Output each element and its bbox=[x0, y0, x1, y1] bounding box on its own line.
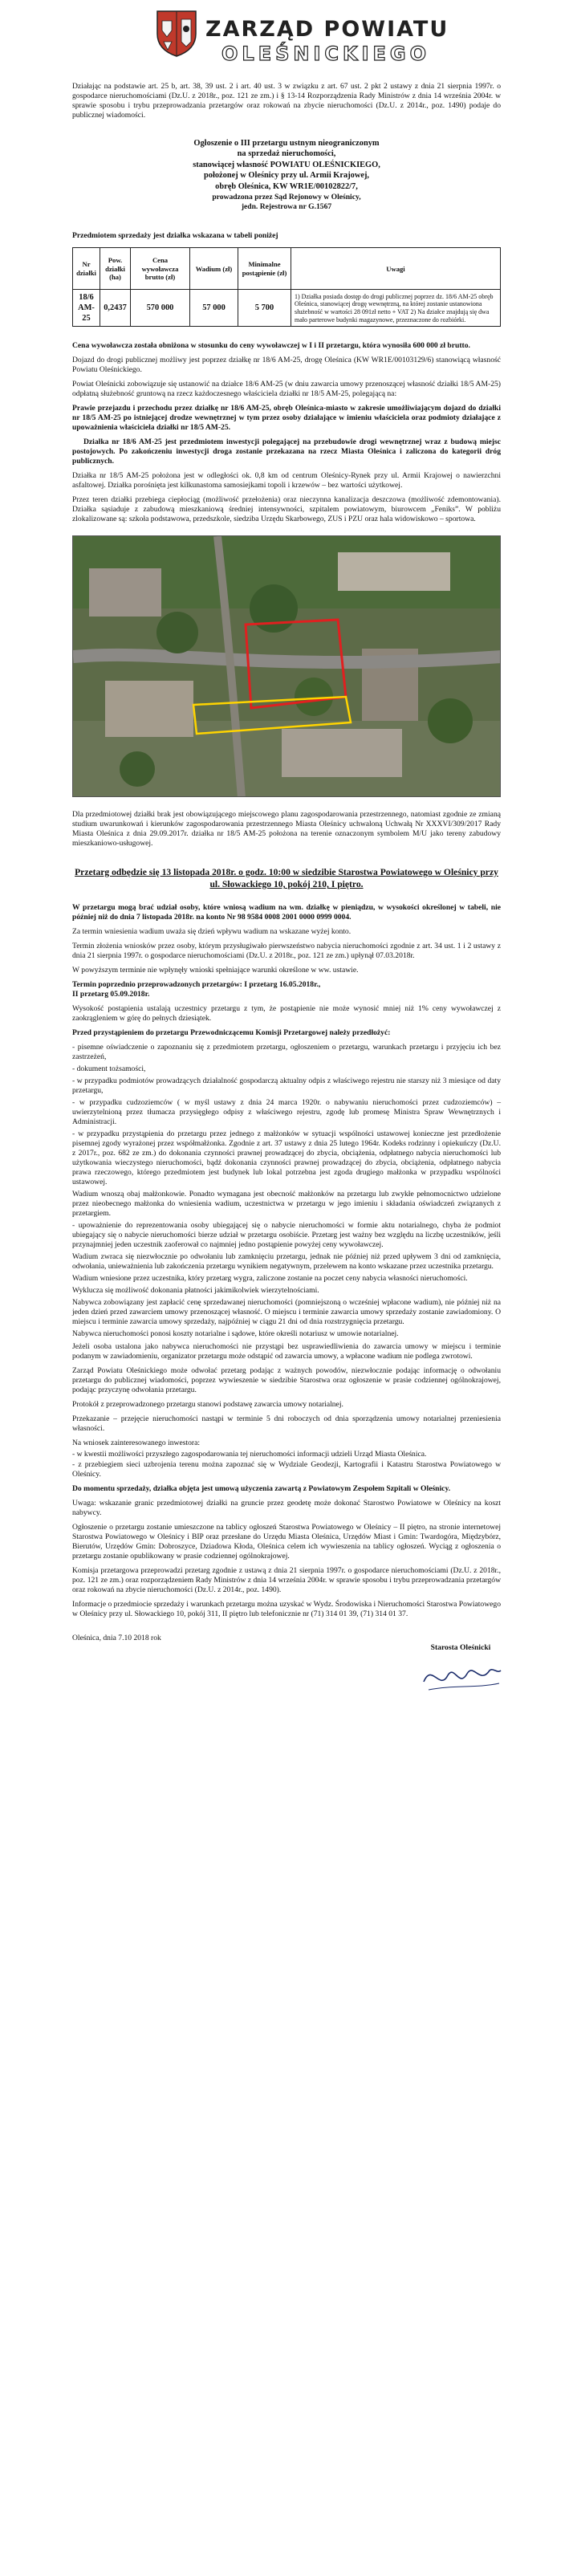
list-item: - pisemne oświadczenie o zapoznaniu się z przedmiotem przetargu, ogłoszeniem o przetargu, warunkach przetargu i przyjęciu ich bez zastrzeżeń, bbox=[72, 1043, 501, 1062]
inquiry-item: - z przebiegiem sieci uzbrojenia terenu można zapoznać się w Wydziale Geodezji, Kartografii i Katastru Starostwa Powiatowego w Oleśnicy. bbox=[72, 1460, 501, 1479]
place-and-date: Oleśnica, dnia 7.10 2018 rok bbox=[72, 1634, 161, 1643]
list-item: - upoważnienie do reprezentowania osoby ubiegającej się o nabycie nieruchomości w formie aktu notarialnego, chyba że podmiot ubiegający się o nabycie nieruchomości bierze udział w przetargu osobiście. Przetarg jest ważny bez względu na liczbę uczestników, jeśli przynajmniej jeden uczestnik zaoferował co najmniej jedno postąpienie powyżej ceny wywoławczej. bbox=[72, 1220, 501, 1249]
list-item: Wyklucza się możliwość dokonania płatności jakimikolwiek wierzytelnościami. bbox=[72, 1285, 319, 1295]
requirements-list bbox=[72, 1043, 501, 1339]
terrain-paragraph: Przez teren działki przebiega ciepłociąg (możliwość przełożenia) oraz nieczynna kanalizacja deszczowa (możliwość zdemontowania). Działka sąsiaduje z zabudową mieszkaniową średniej intensywności, szpitalem powiatowym, biurowcem „Feniks”. W pobliżu zlokalizowane są: szkoła podstawowa, przedszkole, siedziba Urzędu Skarbowego, ZUS i PZU oraz hala widowiskowo – sportowa. bbox=[72, 495, 501, 524]
list-item: - w przypadku cudzoziemców ( w myśl ustawy z dnia 24 marca 1920r. o nabywaniu nieruchomości przez cudzoziemców) – uwierzytelnioną przez tłumacza przysięgłego odpisy z właściwego rejestru, zgodę lub promesę Ministra Spraw Wewnętrznych i Administracji. bbox=[72, 1098, 501, 1126]
priority-paragraph: Termin złożenia wniosków przez osoby, którym przysługiwało pierwszeństwo nabycia nieruchomości zgodnie z art. 34 ust. 1 i 2 ustawy z dnia 21 sierpnia 1997r. o gospodarce nieruchomościami (Dz.U. z 2018r., poz. 121 ze zm.) upłynął 07.03.2018r. bbox=[72, 942, 501, 961]
logo-title-line2: OLEŚNICKIEGO bbox=[221, 43, 431, 65]
investment-paragraph: Działka nr 18/6 AM-25 jest przedmiotem inwestycji polegającej na przebudowie drogi wewnętrznej wraz z budową miejsc postojowych. Po zakończeniu inwestycji droga zostanie przekazana na rzecz Miasta Oleśnica i zaliczona do kategorii dróg publicznych. bbox=[72, 437, 501, 466]
list-item: Wadium wniesione przez uczestnika, który przetarg wygra, zaliczone zostanie na poczet ceny nabycia własności nieruchomości. bbox=[72, 1273, 468, 1283]
previous-auctions-line2: II przetarg 05.09.2018r. bbox=[72, 990, 150, 999]
announcement-title bbox=[72, 138, 501, 213]
aerial-photo-image bbox=[73, 536, 501, 797]
deposit-date-paragraph: Za termin wniesienia wadium uważa się dzień wpływu wadium na wskazane wyżej konto. bbox=[72, 927, 352, 937]
note-paragraph: Uwaga: wskazanie granic przedmiotowej działki na gruncie przez geodetę może dokonać Starostwo Powiatowe w Oleśnicy na koszt nabywcy. bbox=[72, 1499, 501, 1518]
list-item: - w przypadku przystąpienia do przetargu przez jednego z małżonków w sytuacji wspólności ustawowej konieczne jest przedłożenie pisemnej zgody wyrażonej przez współmałżonka. Zgodnie z art. 37 ustawy z dnia 25 lutego 1964r. Kodeks rodzinny i opiekuńczy (Dz.U. z 2017r., poz. 682 ze zm.) do dokonania czynności prawnej prowadzącej do zbycia, obciążenia, odpłatnego nabycia nieruchomości lub użytkowania wieczystego nieruchomości, bądź dokonania czynności prawnej prowadzącej do zbycia, obciążenia, odpłatnego nabycia prawa rzeczowego, którego przedmiotem jest budynek lub lokal potrzebna jest zgoda drugiego małżonka w przypadku wspólności ustawowej. bbox=[72, 1129, 501, 1186]
withdrawal-paragraph: Jeżeli osoba ustalona jako nabywca nieruchomości nie przystąpi bez usprawiedliwienia do zawarcia umowy w miejscu i terminie podanym w zawiadomieniu, organizator przetargu może odstąpić od zawarcia umowy, a wpłacone wadium nie podlega zwrotowi. bbox=[72, 1341, 501, 1361]
table-intro: Przedmiotem sprzedaży jest działka wskazana w tabeli poniżej bbox=[72, 231, 278, 241]
signatory-title: Starosta Oleśnicki bbox=[430, 1643, 491, 1653]
title-line: obręb Oleśnica, KW WR1E/00102822/7, bbox=[215, 182, 358, 191]
protocol-paragraph: Protokół z przeprowadzonego przetargu stanowi podstawę zawarcia umowy notarialnej. bbox=[72, 1399, 343, 1409]
column-header: Wadium (zł) bbox=[190, 248, 238, 290]
cancellation-paragraph: Zarząd Powiatu Oleśnickiego może odwołać przetarg podając z ważnych powodów, niezwłocznie podając informację o odwołaniu przetargu do publicznej wiadomości, poprzez wywieszenie w siedzibie Starostwa oraz ogłoszenie w prasie codziennej ogólnokrajowej, podając przyczynę odwołania przetargu. bbox=[72, 1365, 501, 1394]
deposit-paragraph: W przetargu mogą brać udział osoby, które wniosą wadium na wm. działkę w pieniądzu, w wysokości określonej w tabeli, nie później niż do dnia 7 listopada 2018r. na konto Nr 98 9584 0008 2001 0000 0999 0004. bbox=[72, 903, 501, 922]
cell-price: 570 000 bbox=[131, 290, 190, 327]
column-header: Nr działki bbox=[73, 248, 100, 290]
list-item: Wadium zwraca się niezwłocznie po odwołaniu lub zamknięciu przetargu, jednak nie później niż przed upływem 3 dni od zamknięcia, odwołania, unieważnienia lub zakończenia przetargu wynikiem negatywnym, przelewem na konto wskazane przez uczestnika przetargu. bbox=[72, 1251, 501, 1271]
handwritten-signature bbox=[412, 1653, 509, 1701]
aerial-photo bbox=[72, 535, 501, 797]
cell-deposit: 57 000 bbox=[190, 290, 238, 327]
list-item: - dokument tożsamości, bbox=[72, 1064, 146, 1074]
inquiry-heading: Na wniosek zainteresowanego inwestora: bbox=[72, 1438, 201, 1447]
commission-paragraph: Komisja przetargowa przeprowadzi przetarg zgodnie z ustawą z dnia 21 sierpnia 1997r. o gospodarce nieruchomościami (Dz.U. z 2018r., poz. 121 ze zm.) oraz rozporządzeniem Rady Ministrów z dnia 14 września 2004r. w sprawie sposobu i trybu przeprowadzania przetargów oraz rokowań na zbycie nieruchomości (Dz.U. z 2014r., poz. 1490). bbox=[72, 1566, 501, 1595]
cell-remarks: 1) Działka posiada dostęp do drogi publicznej poprzez dz. 18/6 AM-25 obręb Oleśnica, stanowiącej drogę wewnętrzną, na której zostanie ustanowiona służebność w wartości 28 091zł netto + VAT 2) Na działce znajdują się dwa mało parterowe budynki magazynowe, przeznaczone do rozbiórki. bbox=[291, 290, 501, 327]
contact-paragraph: Informacje o przedmiocie sprzedaży i warunkach przetargu można uzyskać w Wydz. Środowiska i Nieruchomości Starostwa Powiatowego w Oleśnicy przy ul. Słowackiego 10, pokój 311, II piętro lub telefonicznie nr (71) 314 01 39, (71) 314 01 37. bbox=[72, 1600, 502, 1619]
requirements-heading: Przed przystąpieniem do przetargu Przewodniczącemu Komisji Przetargowej należy przedłożyć: bbox=[72, 1028, 391, 1038]
title-line: stanowiącej własność POWIATU OLEŚNICKIEGO, bbox=[193, 160, 380, 169]
list-item: Wadium wnoszą obaj małżonkowie. Ponadto wymagana jest obecność małżonków na przetargu lub zwykłe pełnomocnictwo udzielone przez nieobecnego małżonka do wniesienia wadium, uczestnictwa w przetargu w jego imieniu i składania oświadczeń związanych z przetargiem. bbox=[72, 1189, 501, 1218]
zoning-paragraph: Dla przedmiotowej działki brak jest obowiązującego miejscowego planu zagospodarowania przestrzennego, natomiast zgodnie ze zmianą studium uwarunkowań i kierunków zagospodarowania przestrzennego Miasta Oleśnicy uchwaloną Uchwałą Nr XXXVI/309/2017 Rady Miasta Oleśnica z dnia 29.09.2017r. działka nr 18/5 AM-25 położona na terenie oznaczonym symbolem M/U jako tereny zabudowy mieszkaniowo-usługowej. bbox=[72, 810, 501, 848]
footer bbox=[72, 1634, 501, 1730]
cell-min-increment: 5 700 bbox=[238, 290, 291, 327]
title-line: na sprzedaż nieruchomości, bbox=[237, 149, 336, 159]
title-line: Ogłoszenie o III przetargu ustnym nieograniczonym bbox=[193, 138, 380, 148]
column-header: Cena wywoławcza brutto (zł) bbox=[131, 248, 190, 290]
logo-title-line1: ZARZĄD POWIATU bbox=[205, 17, 449, 42]
price-note: Cena wywoławcza została obniżona w stosunku do ceny wywoławczej w I i II przetargu, która wynosiła 600 000 zł brutto. bbox=[72, 341, 470, 351]
auction-date-heading: Przetarg odbędzie się 13 listopada 2018r. o godz. 10:00 w siedzibie Starostwa Powiatowego w Oleśnicy przy ul. Słowackiego 10, pokój 210, I piętro. bbox=[75, 867, 498, 890]
intro-paragraph: Działając na podstawie art. 25 b, art. 38, 39 ust. 2 i art. 40 ust. 3 w związku z art. 67 ust. 2 pkt 2 ustawy z dnia 21 sierpnia 1997r. o gospodarce nieruchomościami (Dz.U. z 2018r., poz. 121 ze zm.) i § 13-14 Rozporządzenia Rady Ministrów z dnia 14 września 2004r. w sprawie sposobu i trybu przeprowadzania przetargów oraz rokowań na zbycie nieruchomości (Dz.U. z 2014r., poz. 1490) podaje do publicznej wiadomości. bbox=[72, 82, 501, 120]
cell-parcel-number: 18/6 AM-25 bbox=[73, 290, 100, 327]
title-line: położonej w Oleśnicy przy ul. Armii Krajowej, bbox=[203, 171, 370, 181]
title-line: jedn. Rejestrowa nr G.1567 bbox=[241, 201, 332, 211]
inquiry-item: - w kwestii możliwości przyszłego zagospodarowania tej nieruchomości informacji udzieli Urząd Miasta Oleśnica. bbox=[72, 1449, 427, 1459]
easement-paragraph: Powiat Oleśnicki zobowiązuje się ustanowić na działce 18/6 AM-25 (w dniu zawarcia umowy przenoszącej własność działki 18/5 AM-25) odpłatną służebność gruntową na rzecz każdoczesnego właściciela działki nr 18/5 AM-25, polegającą na: bbox=[72, 380, 501, 399]
table-row bbox=[73, 290, 501, 327]
column-header: Minimalne postąpienie (zł) bbox=[238, 248, 291, 290]
title-line: prowadzona przez Sąd Rejonowy w Oleśnicy, bbox=[212, 192, 361, 201]
right-of-way-paragraph: Prawie przejazdu i przechodu przez działkę nr 18/6 AM-25, obręb Oleśnica-miasto w zakresie umożliwiającym dojazd do działki nr 18/5 AM-25 po istniejącej drodze wewnętrznej w tym przez osoby działające w imieniu właściciela oraz podmioty działające z upoważnienia właściciela działki nr 18/5 AM-25. bbox=[72, 404, 501, 433]
access-paragraph: Dojazd do drogi publicznej możliwy jest poprzez działkę nr 18/6 AM-25, drogę Oleśnica (KW WR1E/00103129/6) stanowiącą własność Powiatu Oleśnickiego. bbox=[72, 356, 501, 375]
cell-area: 0,2437 bbox=[100, 290, 131, 327]
list-item: Nabywca nieruchomości ponosi koszty notarialne i sądowe, które określi notariusz w umowie notarialnej. bbox=[72, 1329, 399, 1338]
increment-paragraph: Wysokość postąpienia ustalają uczestnicy przetargu z tym, że postąpienie nie może wynosić mniej niż 1% ceny wywoławczej z zaokrągleniem w górę do pełnych dziesiątek. bbox=[72, 1004, 501, 1023]
lending-paragraph: Do momentu sprzedaży, działka objęta jest umową użyczenia zawartą z Powiatowym Zespołem Szpitali w Oleśnicy. bbox=[72, 1484, 451, 1494]
column-header: Uwagi bbox=[291, 248, 501, 290]
list-item: - w przypadku podmiotów prowadzących działalność gospodarczą aktualny odpis z właściwego rejestru nie starszy niż 3 miesiące od daty przetargu, bbox=[72, 1076, 501, 1096]
signature-block bbox=[412, 1643, 509, 1723]
location-paragraph: Działka nr 18/5 AM-25 położona jest w odległości ok. 0,8 km od centrum Oleśnicy-Rynek przy ul. Armii Krajowej o nawierzchni asfaltowej. Działka porośnięta jest kilkunastoma samosiejkami topoli i krzewów – bez wartości użytkowej. bbox=[72, 471, 501, 490]
list-item: Nabywca zobowiązany jest zapłacić cenę sprzedawanej nieruchomości (pomniejszoną o wcześniej wpłacone wadium), nie później niż na jeden dzień przed zawarciem umowy przenoszącej własność. O miejscu i terminie zawarcia umowy sprzedaży zostanie zawiadomiony. O miejscu i terminie zawarcia umowy sprzedaży, najpóźniej w ciągu 21 dni od dnia rozstrzygnięcia przetargu. bbox=[72, 1297, 501, 1326]
table-header-row bbox=[73, 248, 501, 290]
property-table bbox=[72, 247, 501, 327]
handover-paragraph: Przekazanie – przejęcie nieruchomości nastąpi w terminie 5 dni roboczych od dnia sporządzenia umowy notarialnej przeniesienia własności. bbox=[72, 1414, 501, 1433]
crest-logo bbox=[156, 10, 197, 58]
previous-auctions-line1: Termin poprzednio przeprowadzonych przetargów: I przetarg 16.05.2018r., bbox=[72, 980, 321, 990]
no-applications-paragraph: W powyższym terminie nie wpłynęły wnioski spełniające warunki określone w ww. ustawie. bbox=[72, 966, 359, 975]
publication-paragraph: Ogłoszenie o przetargu zostanie umieszczone na tablicy ogłoszeń Starostwa Powiatowego w Oleśnicy – II piętro, na stronie internetowej Starostwa Powiatowego w Oleśnicy i BIP oraz przesłane do Urzędu Miasta Oleśnica, Urzędów Miast i Gmin: Twardogóra, Międzybórz, Bierutów, Urzędów Gmin: Dobroszyce, Dziadowa Kłoda, Oleśnica celem ich wywieszenia na tablicy ogłoszeń. Wyciąg z ogłoszenia o przetargu zostanie opublikowany w prasie codziennej ogólnokrajowej. bbox=[72, 1523, 501, 1561]
header bbox=[72, 0, 501, 79]
column-header: Pow. działki (ha) bbox=[100, 248, 131, 290]
